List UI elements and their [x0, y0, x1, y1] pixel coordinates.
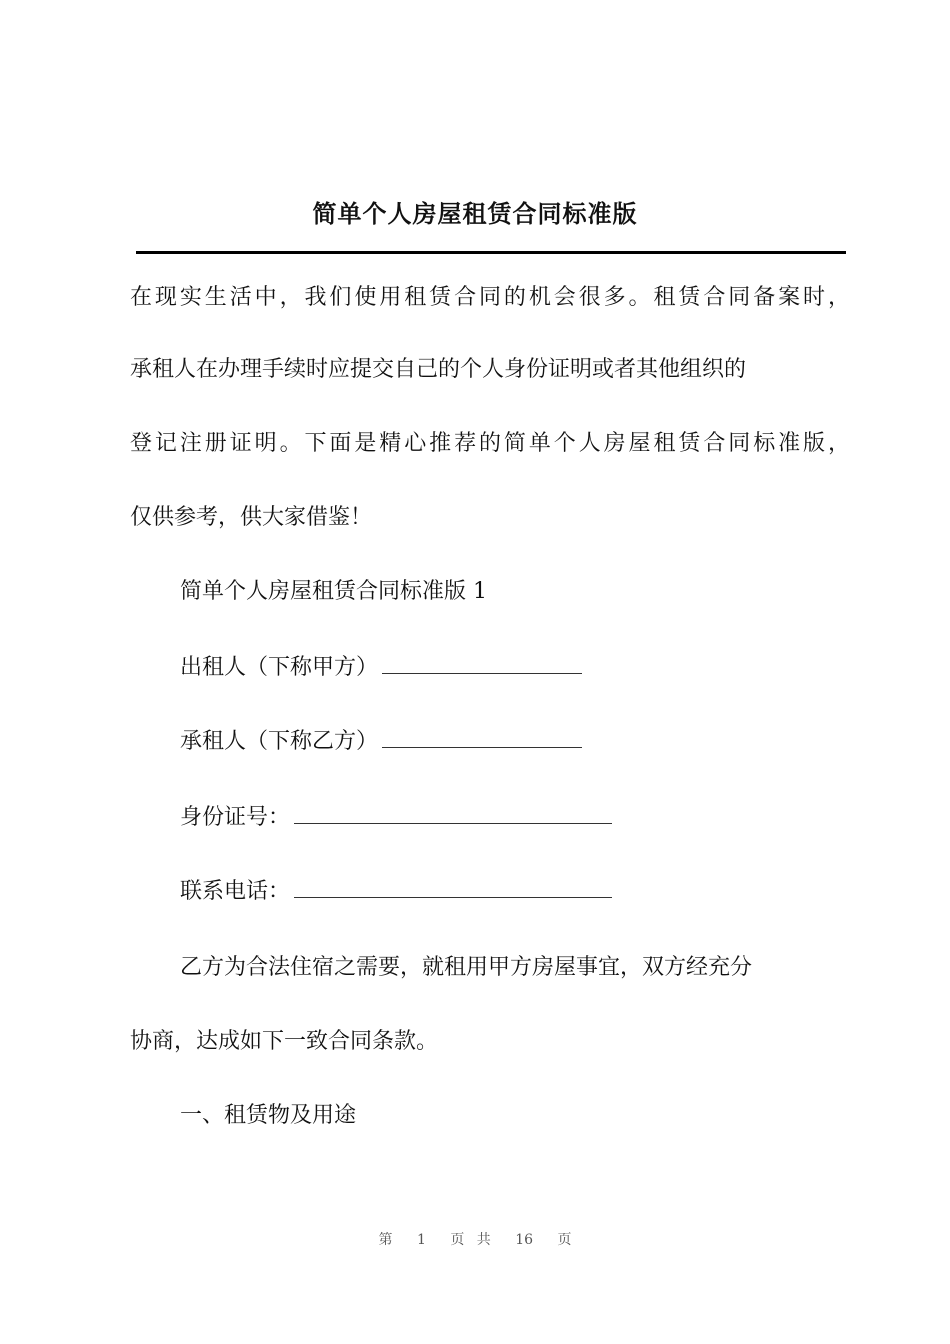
- footer-middle: 页 共: [450, 1232, 491, 1248]
- phone-label: 联系电话：: [180, 879, 291, 904]
- intro-line-2: 承租人在办理手续时应提交自己的个人身份证明或者其他组织的: [130, 357, 747, 382]
- phone-blank-line: [294, 875, 612, 898]
- title-divider: [136, 251, 846, 254]
- footer-prefix: 第: [378, 1232, 393, 1248]
- lessor-label: 出租人（下称甲方）: [180, 655, 379, 680]
- agreement-line-1: 乙方为合法住宿之需要，就租用甲方房屋事宜，双方经充分: [180, 955, 753, 980]
- lessor-blank-line: [382, 651, 582, 674]
- contract-subtitle: 简单个人房屋租赁合同标准版 1: [180, 579, 487, 604]
- intro-line-1: 在现实生活中，我们使用租赁合同的机会很多。租赁合同备案时，: [130, 285, 850, 310]
- lessor-field: [180, 650, 850, 686]
- document-title: 简单个人房屋租赁合同标准版: [312, 199, 638, 228]
- lessee-blank-line: [382, 725, 582, 748]
- id-number-blank-line: [294, 801, 612, 824]
- section-heading-1: 一、租赁物及用途: [180, 1103, 357, 1128]
- phone-field: [180, 874, 850, 910]
- intro-line-4: 仅供参考，供大家借鉴！: [130, 505, 373, 530]
- footer-page-number: 1: [416, 1232, 426, 1248]
- agreement-line-2: 协商，达成如下一致合同条款。: [130, 1029, 439, 1054]
- intro-line-3: 登记注册证明。下面是精心推荐的简单个人房屋租赁合同标准版，: [130, 431, 850, 456]
- page-footer: [0, 1228, 950, 1252]
- lessee-label: 承租人（下称乙方）: [180, 729, 379, 754]
- id-number-field: [180, 800, 850, 836]
- footer-suffix: 页: [557, 1232, 572, 1248]
- id-number-label: 身份证号：: [180, 805, 291, 830]
- footer-total-pages: 16: [515, 1232, 534, 1248]
- lessee-field: [180, 724, 850, 760]
